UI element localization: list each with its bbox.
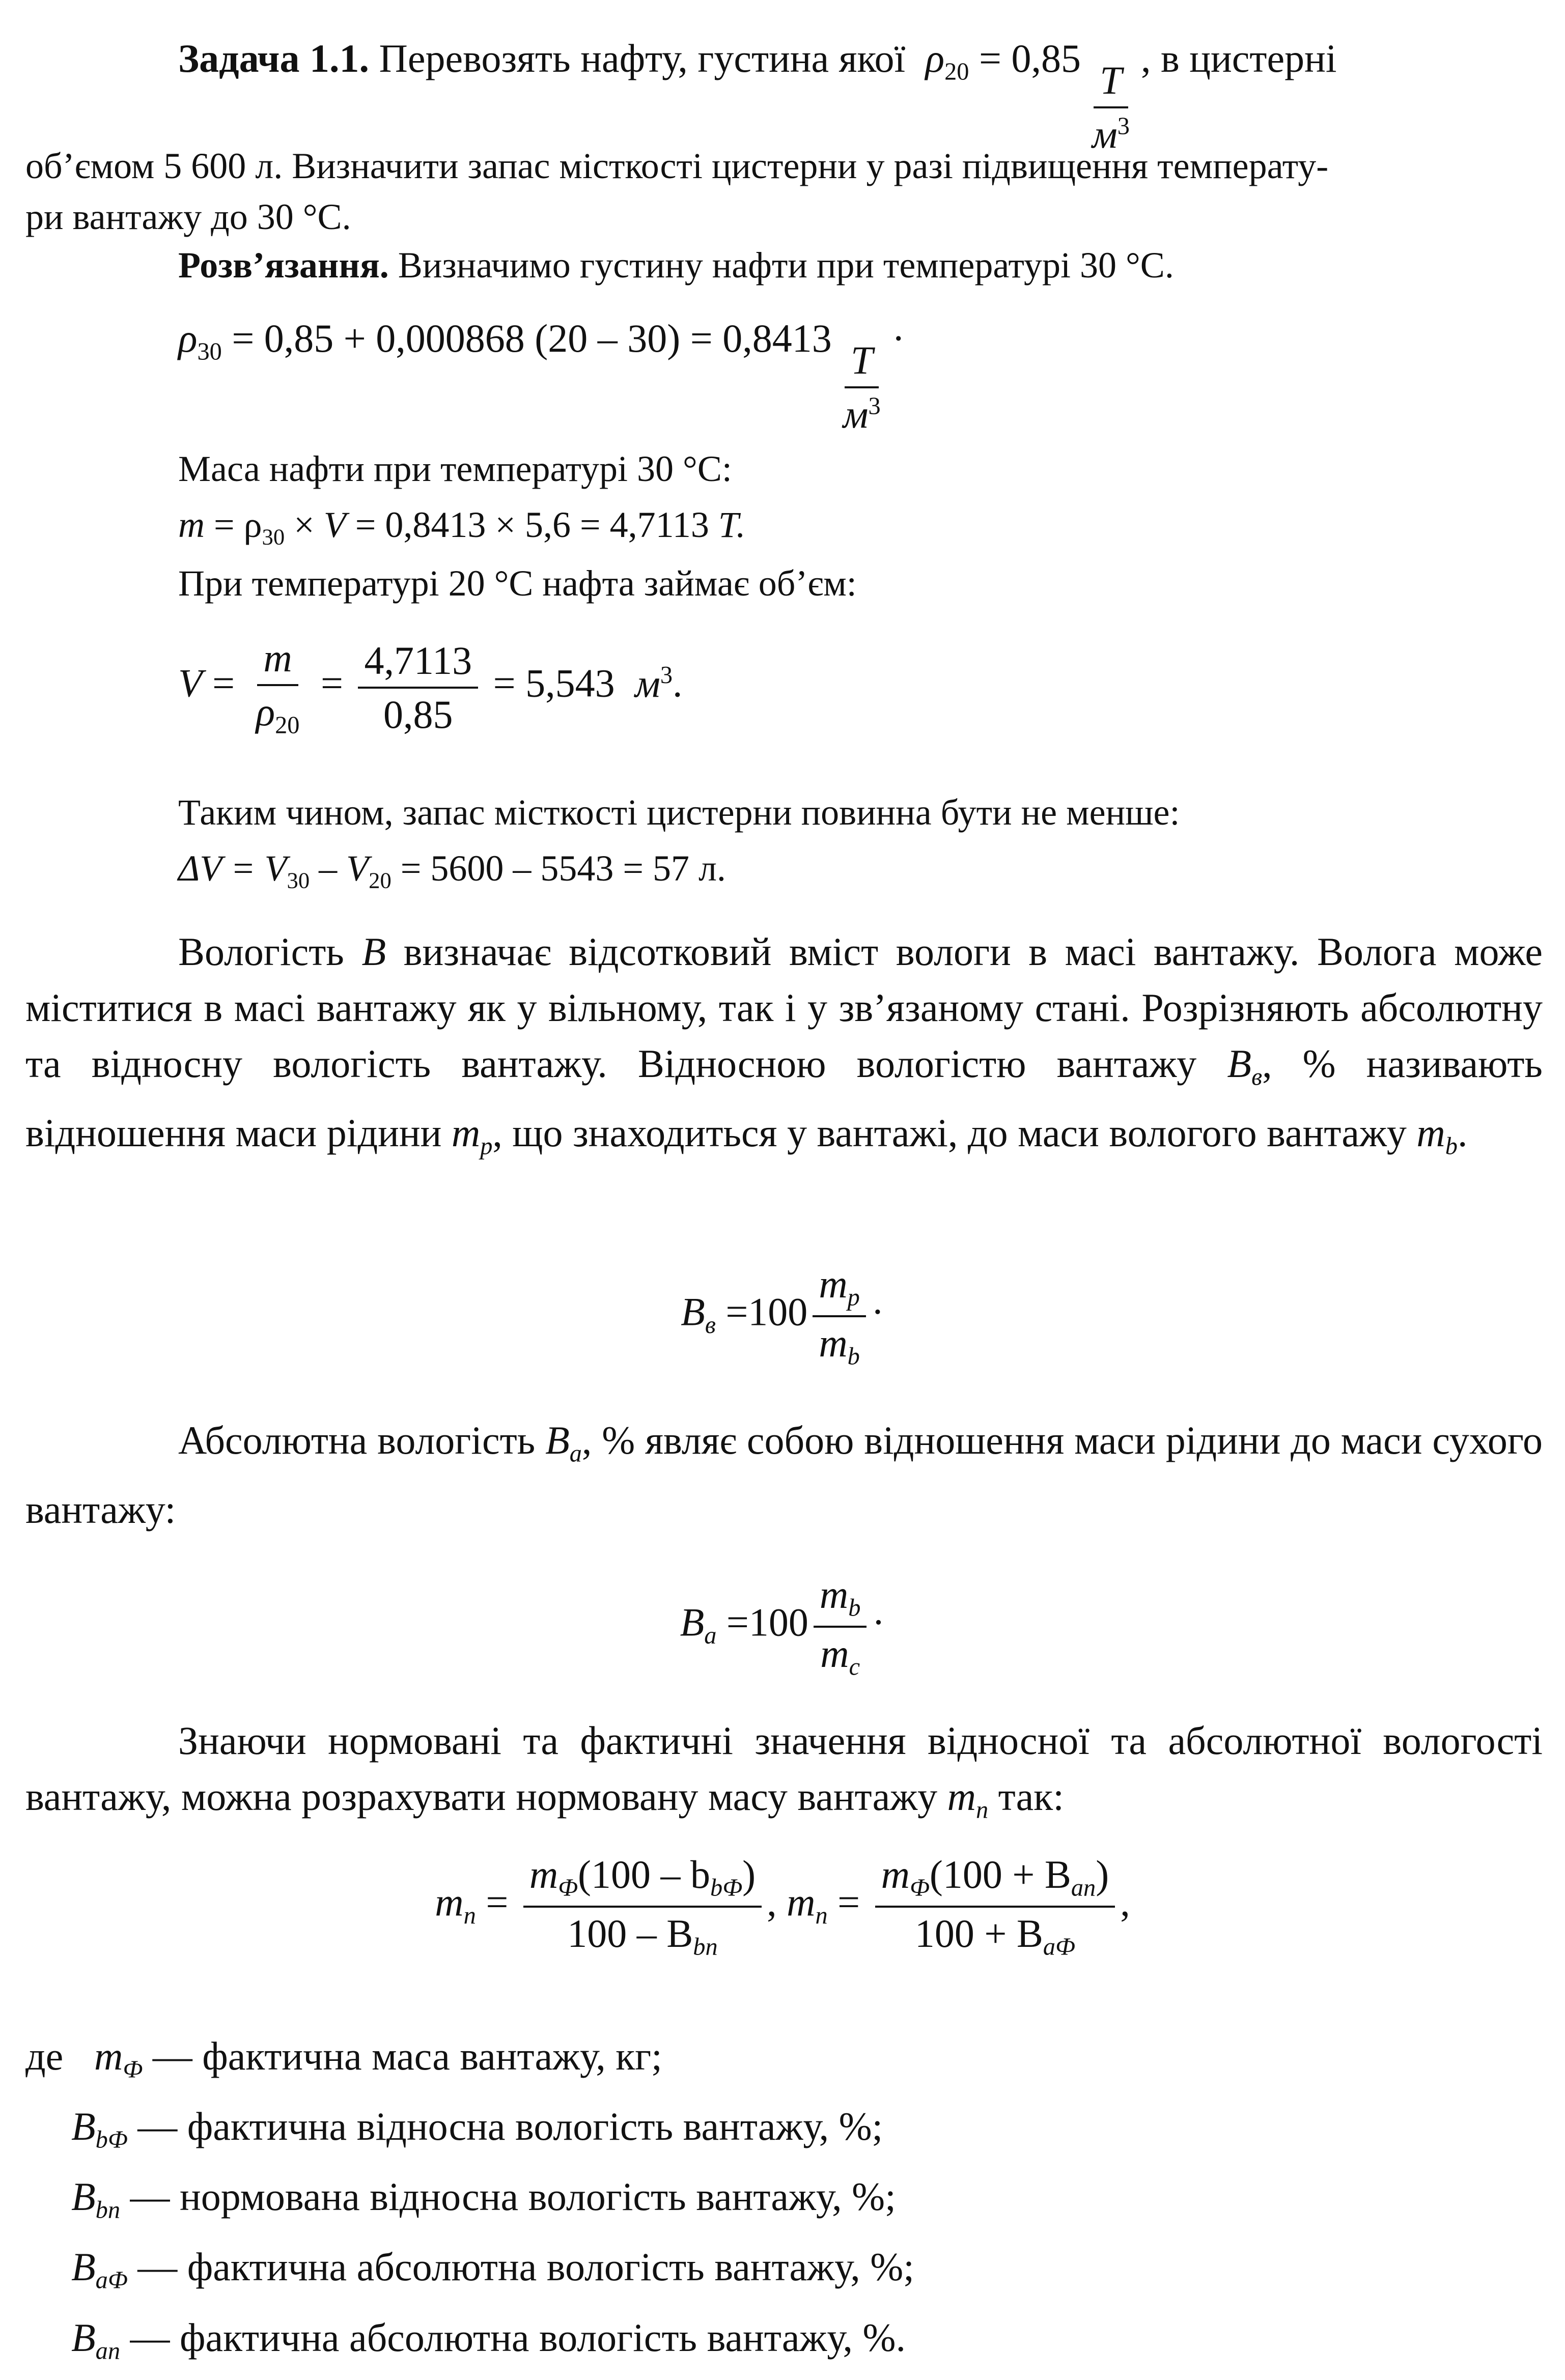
f3-num1-mphi-subscript: Ф bbox=[558, 1874, 578, 1902]
definitions-lead-word: де bbox=[25, 2034, 64, 2078]
task-text-1: Перевозять нафту, густина якої bbox=[379, 36, 906, 80]
volume-fraction-1 bbox=[250, 636, 306, 739]
paragraph-normalized-mass: Знаючи нормовані та фактичні значення відносної та абсолютної вологості вантажу, можна розрахувати нормовану масу вантажу $m_n$ так: bbox=[25, 1718, 1543, 1824]
mass-expr-2: = 0,8413 × 5,6 = 4,7113 bbox=[346, 504, 718, 545]
p1-Bv-subscript: в bbox=[1251, 1063, 1263, 1091]
rho30-unit-numerator: Т bbox=[845, 338, 879, 388]
definition-item: $m_Ф$ — фактична маса вантажу, кг; bbox=[94, 2034, 662, 2083]
delta-formula bbox=[178, 842, 726, 897]
delta-expr: ΔV = V bbox=[178, 848, 287, 889]
f3-num2: (100 + B bbox=[929, 1852, 1071, 1896]
f3-num2-mphi-subscript: Ф bbox=[909, 1874, 930, 1902]
delta-end: = 5600 – 5543 = 57 л. bbox=[391, 848, 726, 889]
mass-V: V bbox=[323, 504, 346, 545]
conclusion: Таким чином, запас місткості цистерни повинна бути не менше: bbox=[178, 792, 1180, 833]
p3-text-2: так: bbox=[998, 1774, 1064, 1819]
p1-symbol-mp: m bbox=[451, 1111, 481, 1155]
f3-den1-subscript: bn bbox=[693, 1933, 718, 1961]
task-line-2: об’ємом 5 600 л. Визначити запас місткості цистерни у разі підвищення температу- bbox=[25, 146, 1329, 186]
f3-separator: , bbox=[767, 1880, 777, 1924]
p1-symbol-Bv: B bbox=[1227, 1041, 1252, 1086]
delta-subscript-1: 30 bbox=[287, 867, 310, 893]
p1-symbol-mb: m bbox=[1416, 1111, 1445, 1155]
volume-label: При температурі 20 °С нафта займає об’єм: bbox=[178, 563, 857, 604]
definitions-lead bbox=[25, 2028, 63, 2085]
definition-item: $B_{bФ}$ — фактична відносна вологість вантажу, %; bbox=[71, 2104, 883, 2154]
unit-denominator: м bbox=[1092, 111, 1117, 156]
p2-Ba-subscript: a bbox=[569, 1440, 582, 1467]
p2-text-2: , % являє собою відношення маси рідини до маси сухого вантажу: bbox=[25, 1418, 1543, 1532]
solution-label: Розв’язання. bbox=[178, 245, 389, 286]
volume-denominator-rho: ρ bbox=[256, 689, 275, 734]
solution-heading bbox=[178, 239, 1174, 291]
definition-item: $B_{an}$ — фактична абсолютна вологість вантажу, %. bbox=[71, 2315, 906, 2364]
unit-exponent: 3 bbox=[1117, 112, 1130, 140]
f2-den-subscript: c bbox=[849, 1653, 860, 1681]
volume-fraction-2 bbox=[358, 639, 478, 736]
f3-num1: (100 – b bbox=[578, 1852, 711, 1896]
volume-formula: V = $\frac{m}{\rho_{20}}$ = $\frac{4,7113}{0,85}$ = 5,543 $м^3$. bbox=[178, 636, 683, 739]
task-line-1 bbox=[178, 31, 1337, 156]
paragraph-absolute-humidity: Абсолютна вологість $B_a$, % являє собою відношення маси рідини до маси сухого вантажу: bbox=[25, 1418, 1543, 1532]
f3-lhs2-subscript: n bbox=[815, 1902, 828, 1930]
p1-text-5: . bbox=[1457, 1111, 1468, 1155]
p1-symbol-B: B bbox=[361, 929, 386, 974]
p2-text-1: Абсолютна вологість bbox=[178, 1418, 536, 1462]
f3-den2-subscript: aФ bbox=[1043, 1933, 1075, 1961]
definition-item: $B_{bn}$ — нормована відносна вологість вантажу, %; bbox=[71, 2174, 896, 2224]
volume-result: = 5,543 bbox=[493, 661, 615, 705]
p1-text-1: Вологість bbox=[178, 929, 344, 974]
rho30-expression: = 0,85 + 0,000868 (20 – 30) = 0,8413 bbox=[232, 316, 832, 360]
volume-unit-exponent: 3 bbox=[660, 662, 673, 689]
f1-fraction: $\frac{m_p}{m_b}$ bbox=[813, 1262, 866, 1370]
f2-lhs-subscript: a bbox=[704, 1622, 717, 1650]
rho30-unit-fraction bbox=[837, 338, 887, 436]
rho30-unit-denominator: м bbox=[843, 391, 869, 436]
f3-num1-subscript: bФ bbox=[710, 1874, 743, 1902]
delta-mid: – V bbox=[310, 848, 369, 889]
f2-fraction: $\frac{m_b}{m_c}$ bbox=[814, 1573, 867, 1680]
definition-item: $B_{aФ}$ — фактична абсолютна вологість вантажу, %; bbox=[71, 2245, 914, 2294]
p1-text-3: , % називають відношення маси рідини bbox=[25, 1041, 1543, 1155]
rho30-subscript: 30 bbox=[197, 338, 222, 365]
delta-subscript-2: 20 bbox=[369, 867, 392, 893]
task-title: Задача 1.1. bbox=[178, 36, 369, 80]
f3-fraction-2: $\frac{m_Ф(100 + B_{an})}{100 + B_{aФ}}$ bbox=[875, 1853, 1115, 1960]
unit-numerator: Т bbox=[1094, 59, 1128, 108]
mass-formula bbox=[178, 499, 745, 553]
f3-den1: 100 – B bbox=[567, 1911, 693, 1956]
formula-relative-humidity: $B_в =100$ $\frac{m_p}{m_b}$ · bbox=[681, 1262, 884, 1370]
f3-fraction-1: $\frac{m_Ф(100 - b_{bФ})}{100 - B_{bn}}$ bbox=[523, 1853, 762, 1960]
mass-label: Маса нафти при температурі 30 °С: bbox=[178, 448, 732, 489]
f1-den-subscript: b bbox=[847, 1343, 860, 1370]
p3-mn-subscript: n bbox=[975, 1796, 989, 1824]
f3-den2: 100 + B bbox=[914, 1911, 1043, 1956]
f3-lhs1-subscript: n bbox=[463, 1902, 476, 1930]
f3-end: , bbox=[1120, 1880, 1130, 1924]
formula-normalized-mass: $m_n$ = $\frac{m_Ф(100 - b_{bФ})}{100 - B_{bn}}$ , $m_n$ = $\frac{m_Ф(100 + B_{an})}{100 + B_{aФ}}$ , bbox=[435, 1852, 1130, 1961]
f3-num2-subscript: an bbox=[1071, 1874, 1096, 1902]
density-value: = 0,85 bbox=[979, 36, 1081, 80]
p1-text-4: , що знаходиться у вантажі, до маси вологого вантажу bbox=[492, 1111, 1407, 1155]
p1-text-2: визначає відсотковий вміст вологи в масі вантажу. Волога може міститися в масі вантажу як у вільному, так і у зв’язаному стані. Розрізняють абсолютну та відносну вологість вантажу. Відносною вологістю вантажу bbox=[25, 929, 1543, 1086]
solution-intro: Визначимо густину нафти при температурі 30 °С. bbox=[398, 245, 1174, 286]
mass-expr-1: = ρ bbox=[205, 504, 262, 545]
f1-num-subscript: p bbox=[847, 1284, 860, 1311]
mass-times: × bbox=[285, 504, 324, 545]
f2-coefficient: =100 bbox=[726, 1600, 808, 1645]
p3-text-1: Знаючи нормовані та фактичні значення відносної та абсолютної вологості вантажу, можна розрахувати нормовану масу вантажу bbox=[25, 1718, 1543, 1819]
f1-coefficient: =100 bbox=[725, 1289, 808, 1334]
f2-num-subscript: b bbox=[848, 1594, 861, 1622]
volume-numerator-2: 4,7113 bbox=[358, 639, 478, 689]
rho-symbol: ρ bbox=[925, 36, 945, 80]
rho-subscript: 20 bbox=[944, 58, 969, 86]
volume-numerator-1: m bbox=[257, 636, 298, 686]
definitions-list bbox=[71, 2028, 914, 2380]
f1-lhs-subscript: в bbox=[705, 1312, 716, 1339]
volume-denominator-2: 0,85 bbox=[383, 692, 453, 736]
task-line-3: ри вантажу до 30 °С. bbox=[25, 196, 351, 237]
rho30-formula: $\rho_{30} = 0,85 + 0,000868$ (20 – 30) = 0,8413 $\frac{Т}{м^3}$ · bbox=[178, 316, 905, 436]
volume-denominator-subscript: 20 bbox=[275, 712, 300, 739]
mass-unit: Т. bbox=[718, 504, 746, 545]
mass-subscript: 30 bbox=[262, 524, 285, 550]
formula-absolute-humidity: $B_a =100$ $\frac{m_b}{m_c}$ · bbox=[680, 1572, 885, 1681]
task-text-2: , в цистерні bbox=[1140, 36, 1337, 80]
volume-V: V bbox=[178, 661, 203, 705]
p1-mb-subscript: b bbox=[1445, 1132, 1458, 1160]
volume-unit: м bbox=[635, 661, 660, 705]
mass-m: m bbox=[178, 504, 205, 545]
p1-mp-subscript: p bbox=[480, 1132, 493, 1160]
paragraph-humidity bbox=[25, 924, 1543, 1175]
rho30-symbol: ρ bbox=[178, 316, 198, 360]
rho30-unit-exponent: 3 bbox=[868, 392, 881, 420]
